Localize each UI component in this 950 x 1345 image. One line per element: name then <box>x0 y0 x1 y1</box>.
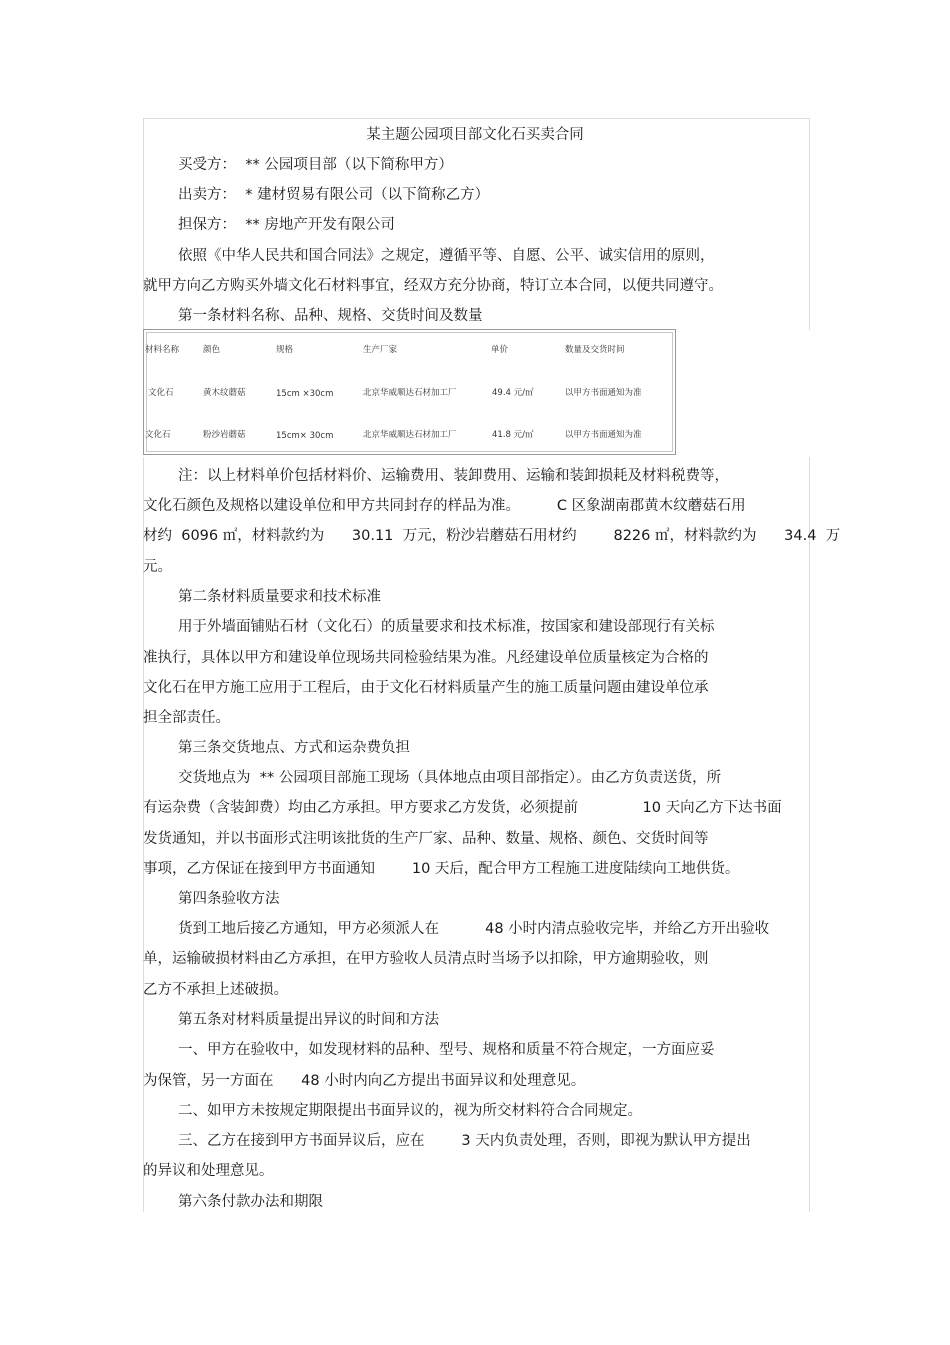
table-header: 材料名称 <box>145 345 180 355</box>
article-3-line-4: 事项，乙方保证在接到甲方书面通知 10 天后，配合甲方工程施工进度陆续向工地供货。 <box>143 861 740 877</box>
table-cell: 15cm ×30cm <box>276 389 334 399</box>
article-2-line-3: 文化石在甲方施工应用于工程后，由于文化石材料质量产生的施工质量问题由建设单位承 <box>143 680 709 696</box>
article-5-line-2: 为保管，另一方面在 48 小时内向乙方提出书面异议和处理意见。 <box>143 1073 586 1089</box>
seller-line: 出卖方： * 建材贸易有限公司（以下简称乙方） <box>178 187 490 203</box>
article-4-line-1: 货到工地后接乙方通知，甲方必须派人在 48 小时内清点验收完毕，并给乙方开出验收 <box>178 921 770 937</box>
intro-line-2: 就甲方向乙方购买外墙文化石材料事宜，经双方充分协商，特订立本合同，以便共同遵守。 <box>143 278 723 294</box>
article-4-title: 第四条验收方法 <box>178 891 280 907</box>
article-2-line-2: 准执行，具体以甲方和建设单位现场共同检验结果为准。凡经建设单位质量核定为合格的 <box>143 650 709 666</box>
table-cell: 北京华威顺达石材加工厂 <box>363 388 457 398</box>
article-5-title: 第五条对材料质量提出异议的时间和方法 <box>178 1012 439 1028</box>
article-2-title: 第二条材料质量要求和技术标准 <box>178 589 381 605</box>
table-cell: 41.8 元/㎡ <box>492 430 534 440</box>
article-2-line-1: 用于外墙面铺贴石材（文化石）的质量要求和技术标准，按国家和建设部现行有关标 <box>178 619 715 635</box>
article-3-line-1: 交货地点为 ** 公园项目部施工现场（具体地点由项目部指定）。由乙方负责送货，所 <box>178 770 722 786</box>
article-5-line-5: 的异议和处理意见。 <box>143 1163 274 1179</box>
table-header: 规格 <box>276 345 294 355</box>
table-cell: 15cm× 30cm <box>276 431 334 441</box>
guarantor-line: 担保方： ** 房地产开发有限公司 <box>178 217 395 233</box>
article-4-line-2: 单，运输破损材料由乙方承担，在甲方验收人员清点时当场予以扣除，甲方逾期验收，则 <box>143 951 709 967</box>
note-line-3: 材约 6096 ㎡，材料款约为 30.11 万元，粉沙岩蘑菇石用材约 8226 ㎡，材料款约为 34.4 万 <box>143 528 841 544</box>
article-3-title: 第三条交货地点、方式和运杂费负担 <box>178 740 410 756</box>
note-line-4: 元。 <box>143 559 172 575</box>
article-6-title: 第六条付款办法和期限 <box>178 1194 323 1210</box>
contract-title: 某主题公园项目部文化石买卖合同 <box>366 127 584 143</box>
buyer-line: 买受方： ** 公园项目部（以下简称甲方） <box>178 157 453 173</box>
table-header: 单价 <box>491 345 509 355</box>
article-5-line-3: 二、如甲方未按规定期限提出书面异议的，视为所交材料符合合同规定。 <box>178 1103 642 1119</box>
note-line-1: 注：以上材料单价包括材料价、运输费用、装卸费用、运输和装卸损耗及材料税费等， <box>178 468 729 484</box>
note-line-2: 文化石颜色及规格以建设单位和甲方共同封存的样品为准。 C 区象湖南郡黄木纹蘑菇石用 <box>143 498 746 514</box>
table-cell: 以甲方书面通知为准 <box>565 430 642 440</box>
article-5-line-1: 一、甲方在验收中，如发现材料的品种、型号、规格和质量不符合规定，一方面应妥 <box>178 1042 715 1058</box>
table-cell: 以甲方书面通知为准 <box>565 388 642 398</box>
article-5-line-4: 三、乙方在接到甲方书面异议后，应在 3 天内负责处理，否则，即视为默认甲方提出 <box>178 1133 751 1149</box>
article-1-title: 第一条材料名称、品种、规格、交货时间及数量 <box>178 308 483 324</box>
article-2-line-4: 担全部责任。 <box>143 710 230 726</box>
table-header: 数量及交货时间 <box>565 345 625 355</box>
intro-line-1: 依照《中华人民共和国合同法》之规定，遵循平等、自愿、公平、诚实信用的原则， <box>178 248 715 264</box>
article-3-line-3: 发货通知，并以书面形式注明该批货的生产厂家、品种、数量、规格、颜色、交货时间等 <box>143 831 709 847</box>
table-cell: 北京华威顺达石材加工厂 <box>363 430 457 440</box>
table-cell: 粉沙岩蘑菇 <box>203 430 246 440</box>
table-cell: 49.4 元/㎡ <box>492 388 534 398</box>
table-cell: 文化石 <box>148 388 174 398</box>
article-4-line-3: 乙方不承担上述破损。 <box>143 982 288 998</box>
article-3-line-2: 有运杂费（含装卸费）均由乙方承担。甲方要求乙方发货，必须提前 10 天向乙方下达书面 <box>143 800 782 816</box>
table-header: 生产厂家 <box>363 345 398 355</box>
table-header: 颜色 <box>203 345 221 355</box>
table-cell: 文化石 <box>145 430 171 440</box>
table-cell: 黄木纹蘑菇 <box>203 388 246 398</box>
